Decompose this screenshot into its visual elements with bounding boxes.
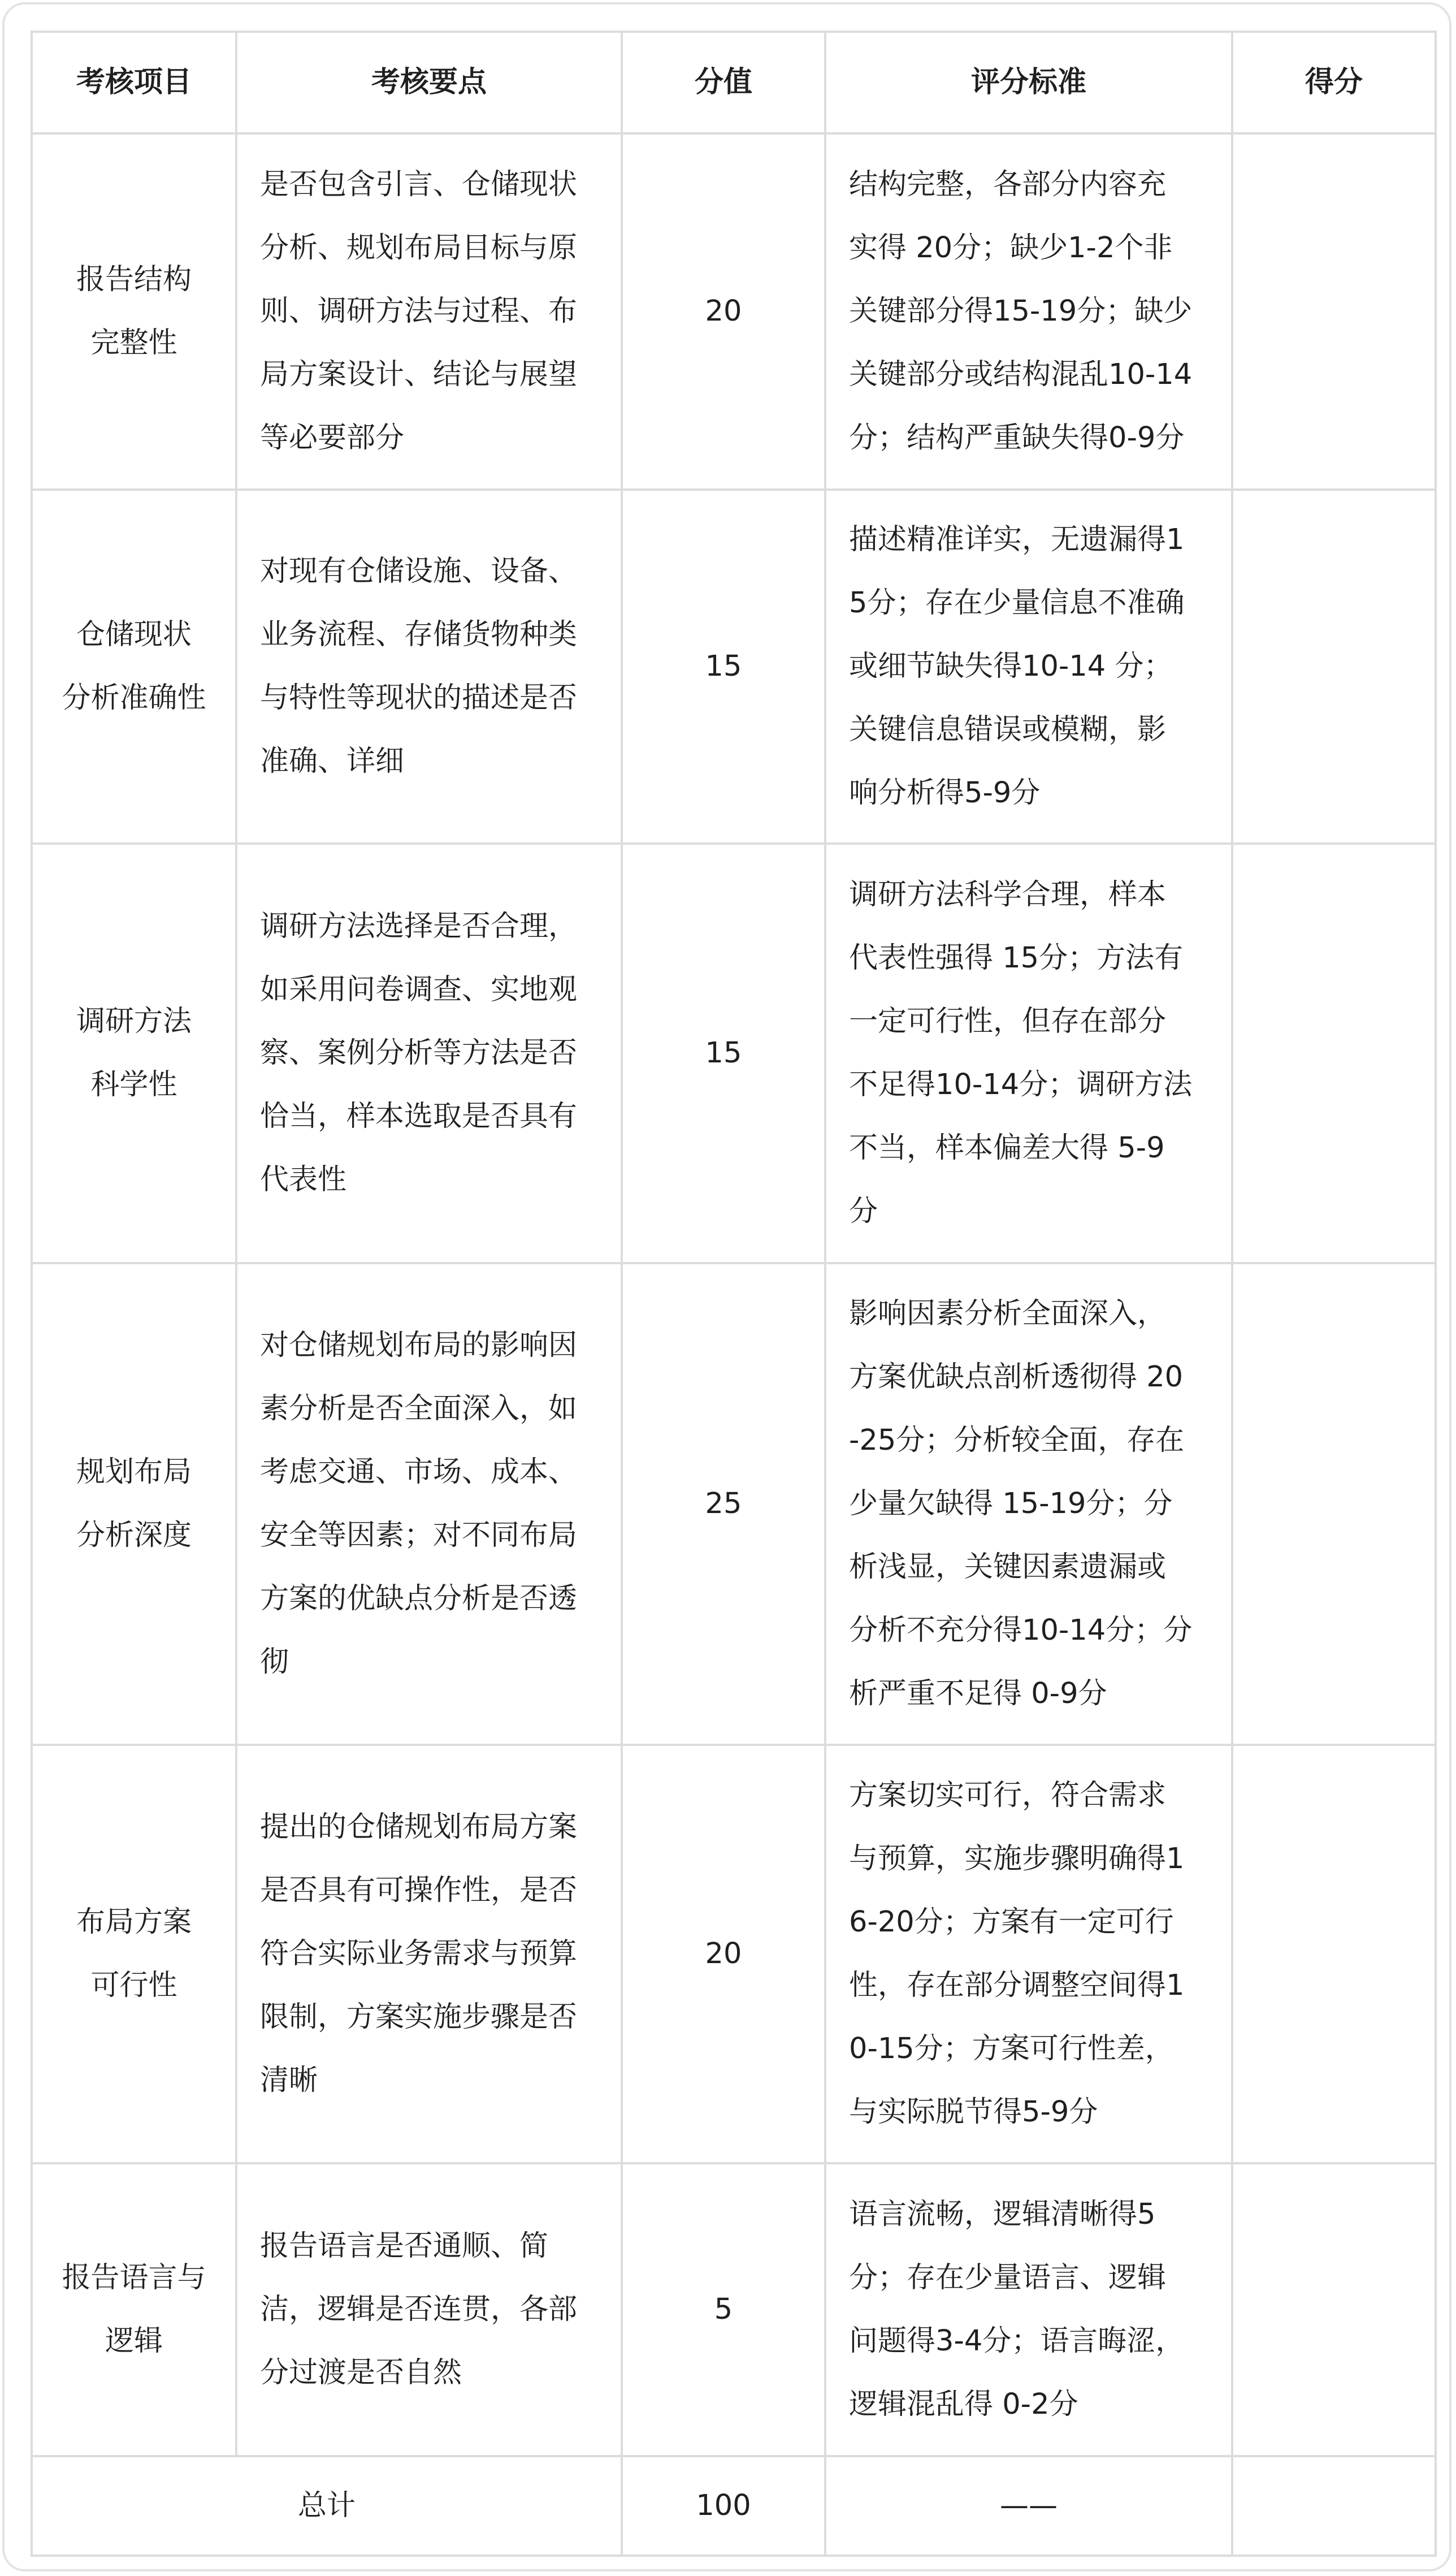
total-score[interactable] [1232, 2456, 1436, 2556]
score-cell[interactable] [1232, 133, 1436, 490]
score-cell[interactable] [1232, 1263, 1436, 1745]
header-point: 考核要点 [236, 32, 622, 133]
point-cell: 提出的仓储规划布局方案 是否具有可操作性，是否 符合实际业务需求与预算 限制，方案实施步骤是否 清晰 [236, 1745, 622, 2163]
value-cell: 20 [622, 1745, 825, 2163]
header-value: 分值 [622, 32, 825, 133]
point-cell: 报告语言是否通顺、简 洁，逻辑是否连贯，各部 分过渡是否自然 [236, 2163, 622, 2456]
table-row [32, 844, 1436, 1263]
total-criteria: —— [825, 2456, 1232, 2556]
point-cell: 对现有仓储设施、设备、 业务流程、存储货物种类 与特性等现状的描述是否 准确、详细 [236, 490, 622, 844]
table-row [32, 1745, 1436, 2163]
point-cell: 对仓储规划布局的影响因 素分析是否全面深入，如 考虑交通、市场、成本、 安全等因素；对不同布局 方案的优缺点分析是否透 彻 [236, 1263, 622, 1745]
point-cell: 是否包含引言、仓储现状 分析、规划布局目标与原 则、调研方法与过程、布 局方案设计、结论与展望 等必要部分 [236, 133, 622, 490]
table-row [32, 1263, 1436, 1745]
rubric-table [31, 31, 1437, 2557]
value-cell: 25 [622, 1263, 825, 1745]
point-cell: 调研方法选择是否合理， 如采用问卷调查、实地观 察、案例分析等方法是否 恰当，样本选取是否具有 代表性 [236, 844, 622, 1263]
header-criteria: 评分标准 [825, 32, 1232, 133]
item-cell: 报告结构 完整性 [32, 133, 236, 490]
criteria-cell: 结构完整，各部分内容充 实得 20分；缺少1-2个非 关键部分得15-19分；缺少 关键部分或结构混乱10-14 分；结构严重缺失得0-9分 [825, 133, 1232, 490]
score-cell[interactable] [1232, 2163, 1436, 2456]
table-frame [2, 2, 1451, 2571]
criteria-cell: 影响因素分析全面深入， 方案优缺点剖析透彻得 20 -25分；分析较全面，存在 少量欠缺得 15-19分；分 析浅显，关键因素遗漏或 分析不充分得10-14分；分 析严重不足得 0-9分 [825, 1263, 1232, 1745]
item-cell: 布局方案 可行性 [32, 1745, 236, 2163]
table-row [32, 490, 1436, 844]
item-cell: 调研方法 科学性 [32, 844, 236, 1263]
score-cell[interactable] [1232, 1745, 1436, 2163]
value-cell: 15 [622, 844, 825, 1263]
value-cell: 5 [622, 2163, 825, 2456]
header-item: 考核项目 [32, 32, 236, 133]
item-cell: 仓储现状 分析准确性 [32, 490, 236, 844]
item-cell: 规划布局 分析深度 [32, 1263, 236, 1745]
score-cell[interactable] [1232, 844, 1436, 1263]
total-label: 总计 [32, 2456, 622, 2556]
value-cell: 15 [622, 490, 825, 844]
header-score: 得分 [1232, 32, 1436, 133]
item-cell: 报告语言与 逻辑 [32, 2163, 236, 2456]
criteria-cell: 语言流畅，逻辑清晰得5 分；存在少量语言、逻辑 问题得3-4分；语言晦涩， 逻辑混乱得 0-2分 [825, 2163, 1232, 2456]
criteria-cell: 描述精准详实，无遗漏得1 5分；存在少量信息不准确 或细节缺失得10-14 分； 关键信息错误或模糊，影 响分析得5-9分 [825, 490, 1232, 844]
value-cell: 20 [622, 133, 825, 490]
total-value: 100 [622, 2456, 825, 2556]
total-row [32, 2456, 1436, 2556]
header-row [32, 32, 1436, 133]
table-row [32, 133, 1436, 490]
criteria-cell: 调研方法科学合理，样本 代表性强得 15分；方法有 一定可行性，但存在部分 不足得10-14分；调研方法 不当，样本偏差大得 5-9 分 [825, 844, 1232, 1263]
score-cell[interactable] [1232, 490, 1436, 844]
table-row [32, 2163, 1436, 2456]
criteria-cell: 方案切实可行，符合需求 与预算，实施步骤明确得1 6-20分；方案有一定可行 性，存在部分调整空间得1 0-15分；方案可行性差， 与实际脱节得5-9分 [825, 1745, 1232, 2163]
